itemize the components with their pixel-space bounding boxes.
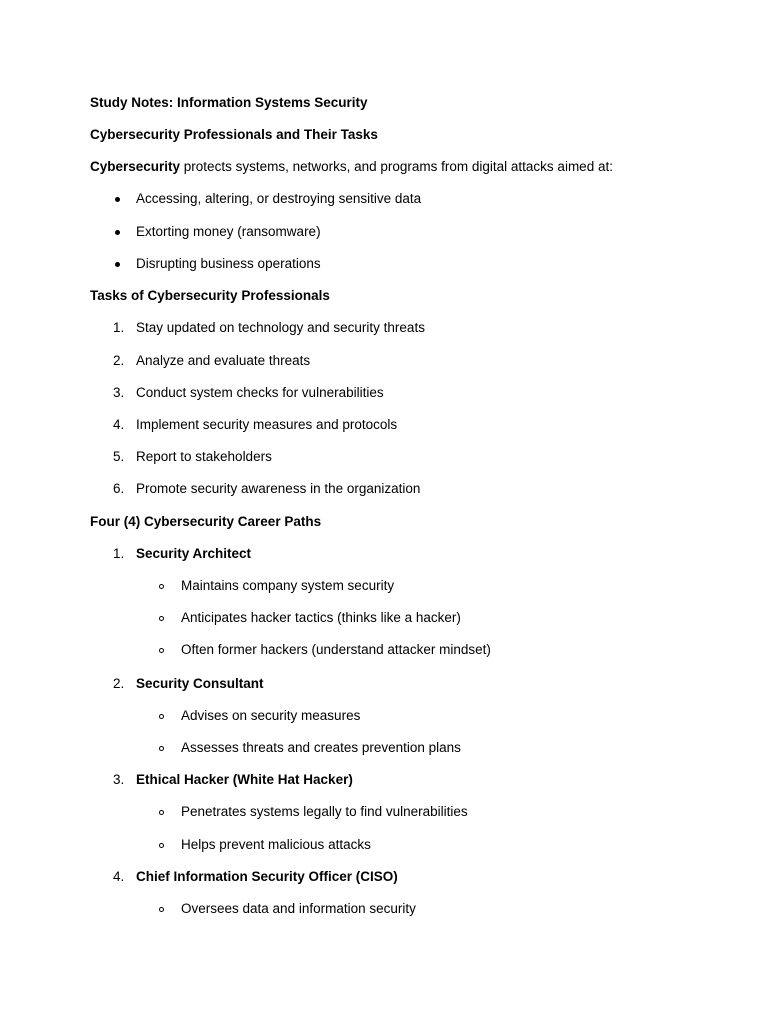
circle-bullet-icon [159, 584, 164, 589]
list-number: 3. [113, 385, 125, 400]
list-item-text: Stay updated on technology and security threats [136, 320, 425, 335]
career-title: Security Consultant [136, 676, 264, 691]
sub-list-item-text: Anticipates hacker tactics (thinks like a hacker) [181, 610, 461, 625]
circle-bullet-icon [159, 714, 164, 719]
list-item-text: Conduct system checks for vulnerabilities [136, 385, 384, 400]
list-number: 5. [113, 449, 125, 464]
list-number: 2. [113, 353, 125, 368]
document-title: Study Notes: Information Systems Security [90, 95, 368, 110]
career-title: Ethical Hacker (White Hat Hacker) [136, 772, 353, 787]
career-title: Security Architect [136, 546, 252, 561]
list-number: 6. [113, 481, 125, 496]
intro-text: protects systems, networks, and programs from digital attacks aimed at: [180, 159, 613, 174]
intro-term: Cybersecurity [90, 159, 181, 174]
career-title: Chief Information Security Officer (CISO) [136, 869, 398, 884]
sub-list-item-text: Assesses threats and creates prevention plans [181, 740, 461, 755]
list-number: 1. [113, 320, 125, 335]
sub-list-item-text: Maintains company system security [181, 578, 395, 593]
list-number: 4. [113, 417, 125, 432]
circle-bullet-icon [159, 907, 164, 912]
sub-list-item-text: Often former hackers (understand attacker mindset) [181, 642, 491, 657]
list-item-text: Implement security measures and protocols [136, 417, 398, 432]
list-item-text: Promote security awareness in the organization [136, 481, 421, 496]
bullet-icon [115, 197, 120, 202]
list-item-text: Disrupting business operations [136, 256, 321, 271]
sub-list-item-text: Helps prevent malicious attacks [181, 837, 371, 852]
circle-bullet-icon [159, 810, 164, 815]
sub-list-item-text: Advises on security measures [181, 708, 361, 723]
intro-paragraph [90, 159, 613, 175]
list-number: 2. [113, 676, 125, 691]
list-item-text: Accessing, altering, or destroying sensitive data [136, 191, 422, 206]
list-number: 4. [113, 869, 125, 884]
list-item-text: Extorting money (ransomware) [136, 224, 321, 239]
circle-bullet-icon [159, 648, 164, 653]
section-heading-professionals: Cybersecurity Professionals and Their Tasks [90, 127, 378, 142]
circle-bullet-icon [159, 746, 164, 751]
bullet-icon [115, 230, 120, 235]
sub-list-item-text: Oversees data and information security [181, 901, 416, 916]
list-number: 3. [113, 772, 125, 787]
list-item-text: Report to stakeholders [136, 449, 272, 464]
circle-bullet-icon [159, 843, 164, 848]
circle-bullet-icon [159, 616, 164, 621]
list-item-text: Analyze and evaluate threats [136, 353, 311, 368]
bullet-icon [115, 262, 120, 267]
section-heading-careers: Four (4) Cybersecurity Career Paths [90, 514, 322, 529]
section-heading-tasks: Tasks of Cybersecurity Professionals [90, 288, 330, 303]
list-number: 1. [113, 546, 125, 561]
sub-list-item-text: Penetrates systems legally to find vulnerabilities [181, 804, 468, 819]
